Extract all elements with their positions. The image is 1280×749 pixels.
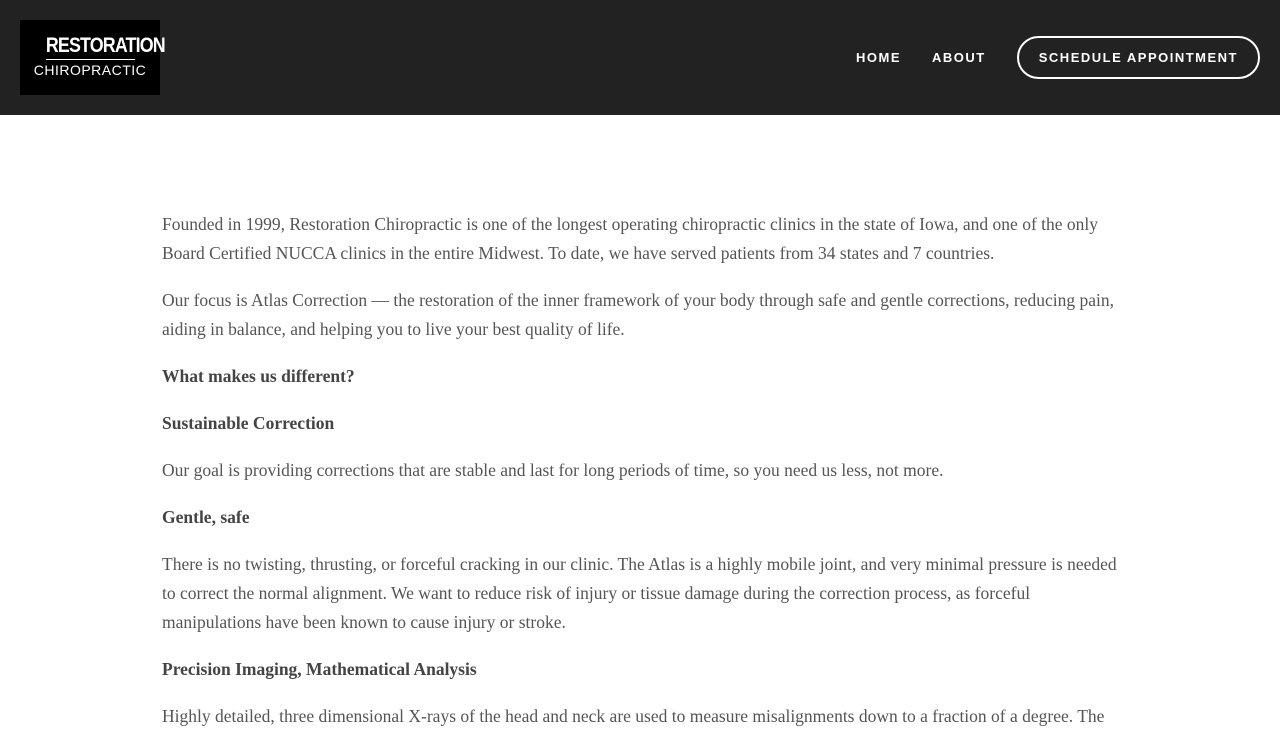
paragraph: Highly detailed, three dimensional X-rays of the head and neck are used to measure misalignments down to a fraction of a degree. The — [162, 706, 1105, 726]
nav-about[interactable]: ABOUT — [932, 50, 986, 65]
logo-line1: RESTORATION — [45, 35, 134, 60]
heading: Precision Imaging, Mathematical Analysis — [162, 659, 477, 679]
heading: What makes us different? — [162, 366, 355, 386]
paragraph: Our focus is Atlas Correction — the restoration of the inner framework of your body through safe and gentle corrections, reducing pain, aiding in balance, and helping you to live your best quality of life. — [162, 290, 1115, 339]
logo-line2: CHIROPRACTIC — [33, 62, 147, 78]
site-header — [0, 0, 1280, 115]
logo[interactable] — [20, 20, 165, 95]
paragraph: Our goal is providing corrections that are stable and last for long periods of time, so you need us less, not more. — [162, 460, 944, 480]
schedule-appointment-button[interactable]: SCHEDULE APPOINTMENT — [1017, 36, 1260, 79]
main-nav — [856, 36, 1260, 79]
nav-home[interactable]: HOME — [856, 50, 902, 65]
paragraph: Founded in 1999, Restoration Chiropractic is one of the longest operating chiropractic clinics in the state of Iowa, and one of the only Board Certified NUCCA clinics in the entire Midwest. To date, we have served patients from 34 states and 7 countries. — [162, 214, 1099, 263]
heading: Sustainable Correction — [162, 413, 335, 433]
heading: Gentle, safe — [162, 507, 250, 527]
about-content — [162, 210, 1122, 749]
paragraph: There is no twisting, thrusting, or forceful cracking in our clinic. The Atlas is a highly mobile joint, and very minimal pressure is needed to correct the normal alignment. We want to reduce risk of injury or tissue damage during the correction process, as forceful manipulations have been known to cause injury or stroke. — [162, 554, 1117, 632]
